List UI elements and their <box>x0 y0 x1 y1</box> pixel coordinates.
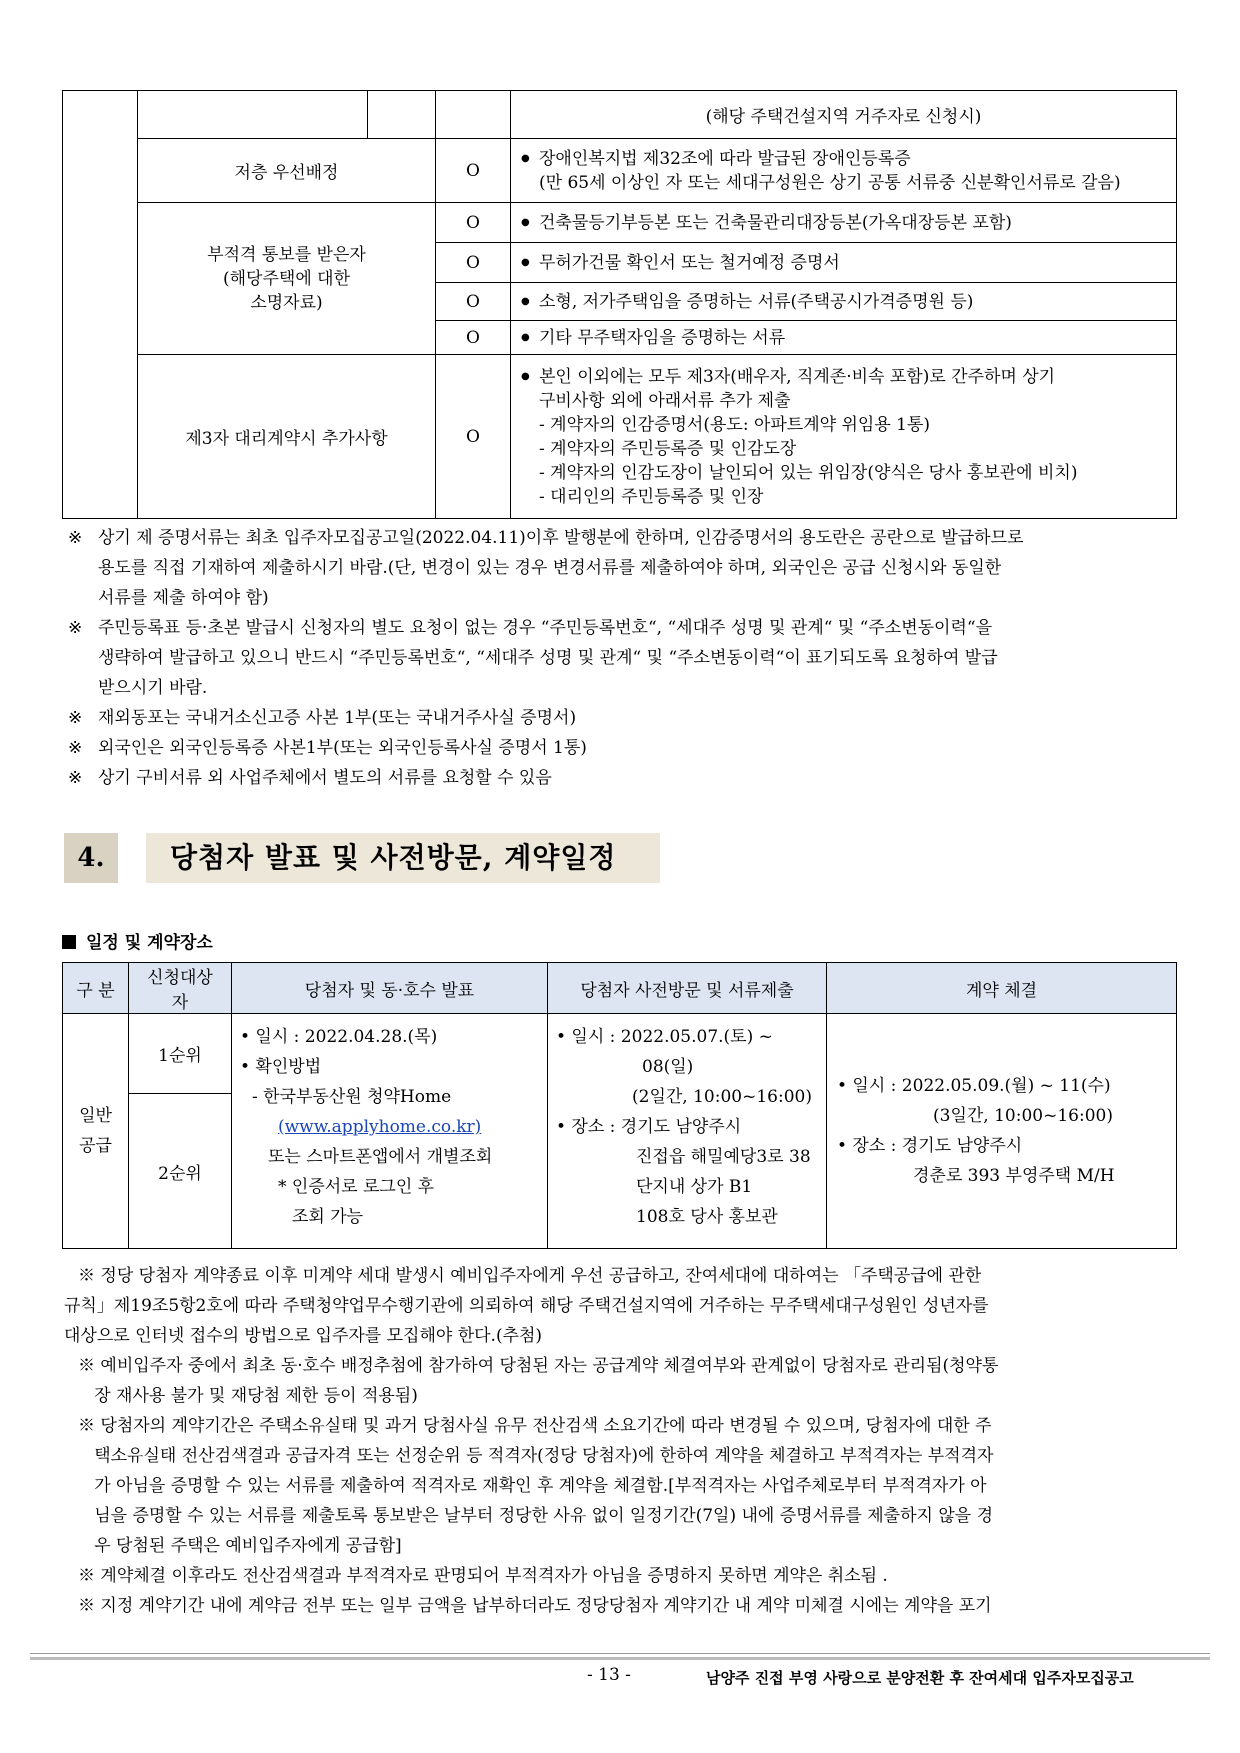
notes-top <box>68 523 1178 793</box>
note: ※ 재외동포는 국내거소신고증 사본 1부(또는 국내거주사실 증명서) <box>68 708 577 728</box>
proxy-label: 제3자 대리계약시 추가사항 <box>138 355 436 519</box>
note: ※ 상기 제 증명서류는 최초 입주자모집공고일(2022.04.11)이후 발행분에 한하며, 인감증명서의 용도란은 공란으로 발급하므로 용도를 직접 기재하여 제출하시기 바람.(단, 변경이 있는 경우 변경서류를 제출하여야 하며, 외국인은 공급 신청시와 동일한 서류를 제출 하여야 함) <box>68 528 1024 608</box>
note: ※ 당첨자의 계약기간은 주택소유실태 및 과거 당첨사실 유무 전산검색 소요기간에 따라 변경될 수 있으며, 당첨자에 대한 주 택소유실태 전산검색결과 공급자격 또는 선정순위 등 적격자(정당 당첨자)에 한하여 계약을 체결하고 부적격자는 부적격자 가 아님을 증명할 수 있는 서류를 제출하여 적격자로 재확인 후 계약을 체결함.[부적격자는 사업주체로부터 부적격자가 아 님을 증명할 수 있는 서류를 제출토록 통보받은 날부터 정당한 사유 없이 일정기간(7일) 내에 증명서류를 제출하지 않을 경 우 당첨된 주택은 예비입주자에게 공급함] <box>78 1416 994 1556</box>
doc-item: ● 기타 무주택자임을 증명하는 서류 <box>521 326 1166 350</box>
doc-item: ● 본인 이외에는 모두 제3자(배우자, 직계존·비속 포함)로 간주하며 상기 <box>521 365 1166 389</box>
mark: O <box>436 283 511 321</box>
notes-bottom <box>64 1261 1178 1621</box>
table-cell: (해당 주택건설지역 거주자로 신청시) <box>511 91 1177 139</box>
section-title: 당첨자 발표 및 사전방문, 계약일정 <box>146 833 660 883</box>
mark: O <box>436 355 511 519</box>
subheading: 일정 및 계약장소 <box>62 928 213 953</box>
mark: O <box>436 243 511 283</box>
proxy-item: - 계약자의 주민등록증 및 인감도장 <box>539 438 797 459</box>
rank-cell: 2순위 <box>129 1094 232 1249</box>
proxy-item: - 대리인의 주민등록증 및 인장 <box>539 486 764 507</box>
applyhome-link[interactable]: (www.applyhome.co.kr) <box>278 1117 482 1137</box>
mark: O <box>436 321 511 355</box>
contract-cell: • 일시 : 2022.05.09.(월) ~ 11(수) (3일간, 10:00~16:00) • 장소 : 경기도 남양주시 경춘로 393 부영주택 M/H <box>827 1014 1177 1249</box>
header-cell: 신청대상자 <box>129 963 232 1014</box>
ineligible-label: 부적격 통보를 받은자 (해당주택에 대한 소명자료) <box>138 203 436 355</box>
doc-item: ● 무허가건물 확인서 또는 철거예정 증명서 <box>521 251 1166 275</box>
note: ※ 상기 구비서류 외 사업주체에서 별도의 서류를 요청할 수 있음 <box>68 768 552 788</box>
proxy-item: - 계약자의 인감증명서(용도: 아파트계약 위임용 1통) <box>539 414 931 435</box>
note: ※ 외국인은 외국인등록증 사본1부(또는 외국인등록사실 증명서 1통) <box>68 738 587 758</box>
mark: O <box>436 203 511 243</box>
doc-item: ● 장애인복지법 제32조에 따라 발급된 장애인등록증 <box>521 147 1166 171</box>
header-cell: 계약 체결 <box>827 963 1177 1014</box>
rank-cell: 1순위 <box>129 1014 232 1094</box>
header-cell: 구 분 <box>63 963 129 1014</box>
header-cell: 당첨자 및 동·호수 발표 <box>232 963 548 1014</box>
footer-title: 남양주 진접 부영 사랑으로 분양전환 후 잔여세대 입주자모집공고 <box>706 1669 1134 1687</box>
doc-item: ● 소형, 저가주택임을 증명하는 서류(주택공시가격증명원 등) <box>521 290 1166 314</box>
note: ※ 주민등록표 등·초본 발급시 신청자의 별도 요청이 없는 경우 “주민등록번호“, “세대주 성명 및 관계“ 및 “주소변동이력“을 생략하여 발급하고 있으니 반드시 “주민등록번호“, “세대주 성명 및 관계“ 및 “주소변동이력“이 표기되도록 요청하여 발급 받으시기 바람. <box>68 618 998 698</box>
announce-cell: • 일시 : 2022.04.28.(목) • 확인방법 - 한국부동산원 청약Home (www.applyhome.co.kr) 또는 스마트폰앱에서 개별조회 * 인증서로 로그인 후 조회 가능 <box>232 1014 548 1249</box>
schedule-table <box>62 962 1177 1249</box>
note: ※ 예비입주자 중에서 최초 동·호수 배정추첨에 참가하여 당첨된 자는 공급계약 체결여부와 관계없이 당첨자로 관리됨(청약통 장 재사용 불가 및 재당첨 제한 등이 적용됨) <box>78 1356 999 1406</box>
note: ※ 정당 당첨자 계약종료 이후 미계약 세대 발생시 예비입주자에게 우선 공급하고, 잔여세대에 대하여는 「주택공급에 관한 규칙」제19조5항2호에 따라 주택청약업무수행기관에 의뢰하여 해당 주택건설지역에 거주하는 무주택세대구성원인 성년자를 대상으로 인터넷 접수의 방법으로 입주자를 모집해야 한다.(추첨) <box>64 1266 989 1346</box>
section-number: 4. <box>64 833 118 883</box>
doc-item-note: (만 65세 이상인 자 또는 세대구성원은 상기 공통 서류중 신분확인서류로 갈음) <box>539 172 1121 193</box>
category-cell: 일반 공급 <box>63 1014 129 1249</box>
mark: O <box>436 139 511 203</box>
proxy-item: - 계약자의 인감도장이 날인되어 있는 위임장(양식은 당사 홍보관에 비치) <box>539 462 1078 483</box>
header-cell: 당첨자 사전방문 및 서류제출 <box>548 963 827 1014</box>
square-bullet-icon <box>62 935 76 949</box>
low-floor-label: 저층 우선배정 <box>138 139 436 203</box>
page-number: - 13 - <box>587 1665 631 1685</box>
note: ※ 계약체결 이후라도 전산검색결과 부적격자로 판명되어 부적격자가 아님을 증명하지 못하면 계약은 취소됨 . <box>78 1566 888 1586</box>
footer-divider <box>30 1657 1210 1660</box>
required-documents-table: (해당 주택건설지역 거주자로 신청시) 저층 우선배정 O ● 장애인복지법 제32조에 따라 발급된 장애인등록증 (만 65세 이상인 자 또는 세대구성원은 상기 공통 서류중 신분확인서류로 갈음) 부적격 통보를 받은자 (해당주택에 대한 소명자료) O ● 건축물등기부등본 또는 건축물관리대장등본(가옥대장등본 포함) O ● 무허가건물 확인서 또는 철거예정 증명서 O ● 소형, 저가주택임을 증명하는 서류(주택공시가격증명원 등) O ● 기타 무주택자임을 증명하는 서류 제3자 대리계약시 추가사항 O ● 본인 이외에는 모두 제3자(배우자, 직계존·비속 포함)로 간주하며 상기 구비사항 외에 아래서류 추가 제출 - 계약자의 인감증명서(용도: 아파트계약 위임용 1통) - 계약자의 주민등록증 및 인감도장 - 계약자의 인감도장이 날인되어 있는 위임장(양식은 당사 홍보관에 비치) - 대리인의 주민등록증 및 인장 <box>62 90 1177 519</box>
visit-cell: • 일시 : 2022.05.07.(토) ~ 08(일) (2일간, 10:00~16:00) • 장소 : 경기도 남양주시 진접읍 해밀예당3로 38 단지내 상가 B1 108호 당사 홍보관 <box>548 1014 827 1249</box>
doc-item: ● 건축물등기부등본 또는 건축물관리대장등본(가옥대장등본 포함) <box>521 211 1166 235</box>
note: ※ 지정 계약기간 내에 계약금 전부 또는 일부 금액을 납부하더라도 정당당첨자 계약기간 내 계약 미체결 시에는 계약을 포기 <box>78 1596 992 1616</box>
footer-divider <box>30 1653 1210 1654</box>
